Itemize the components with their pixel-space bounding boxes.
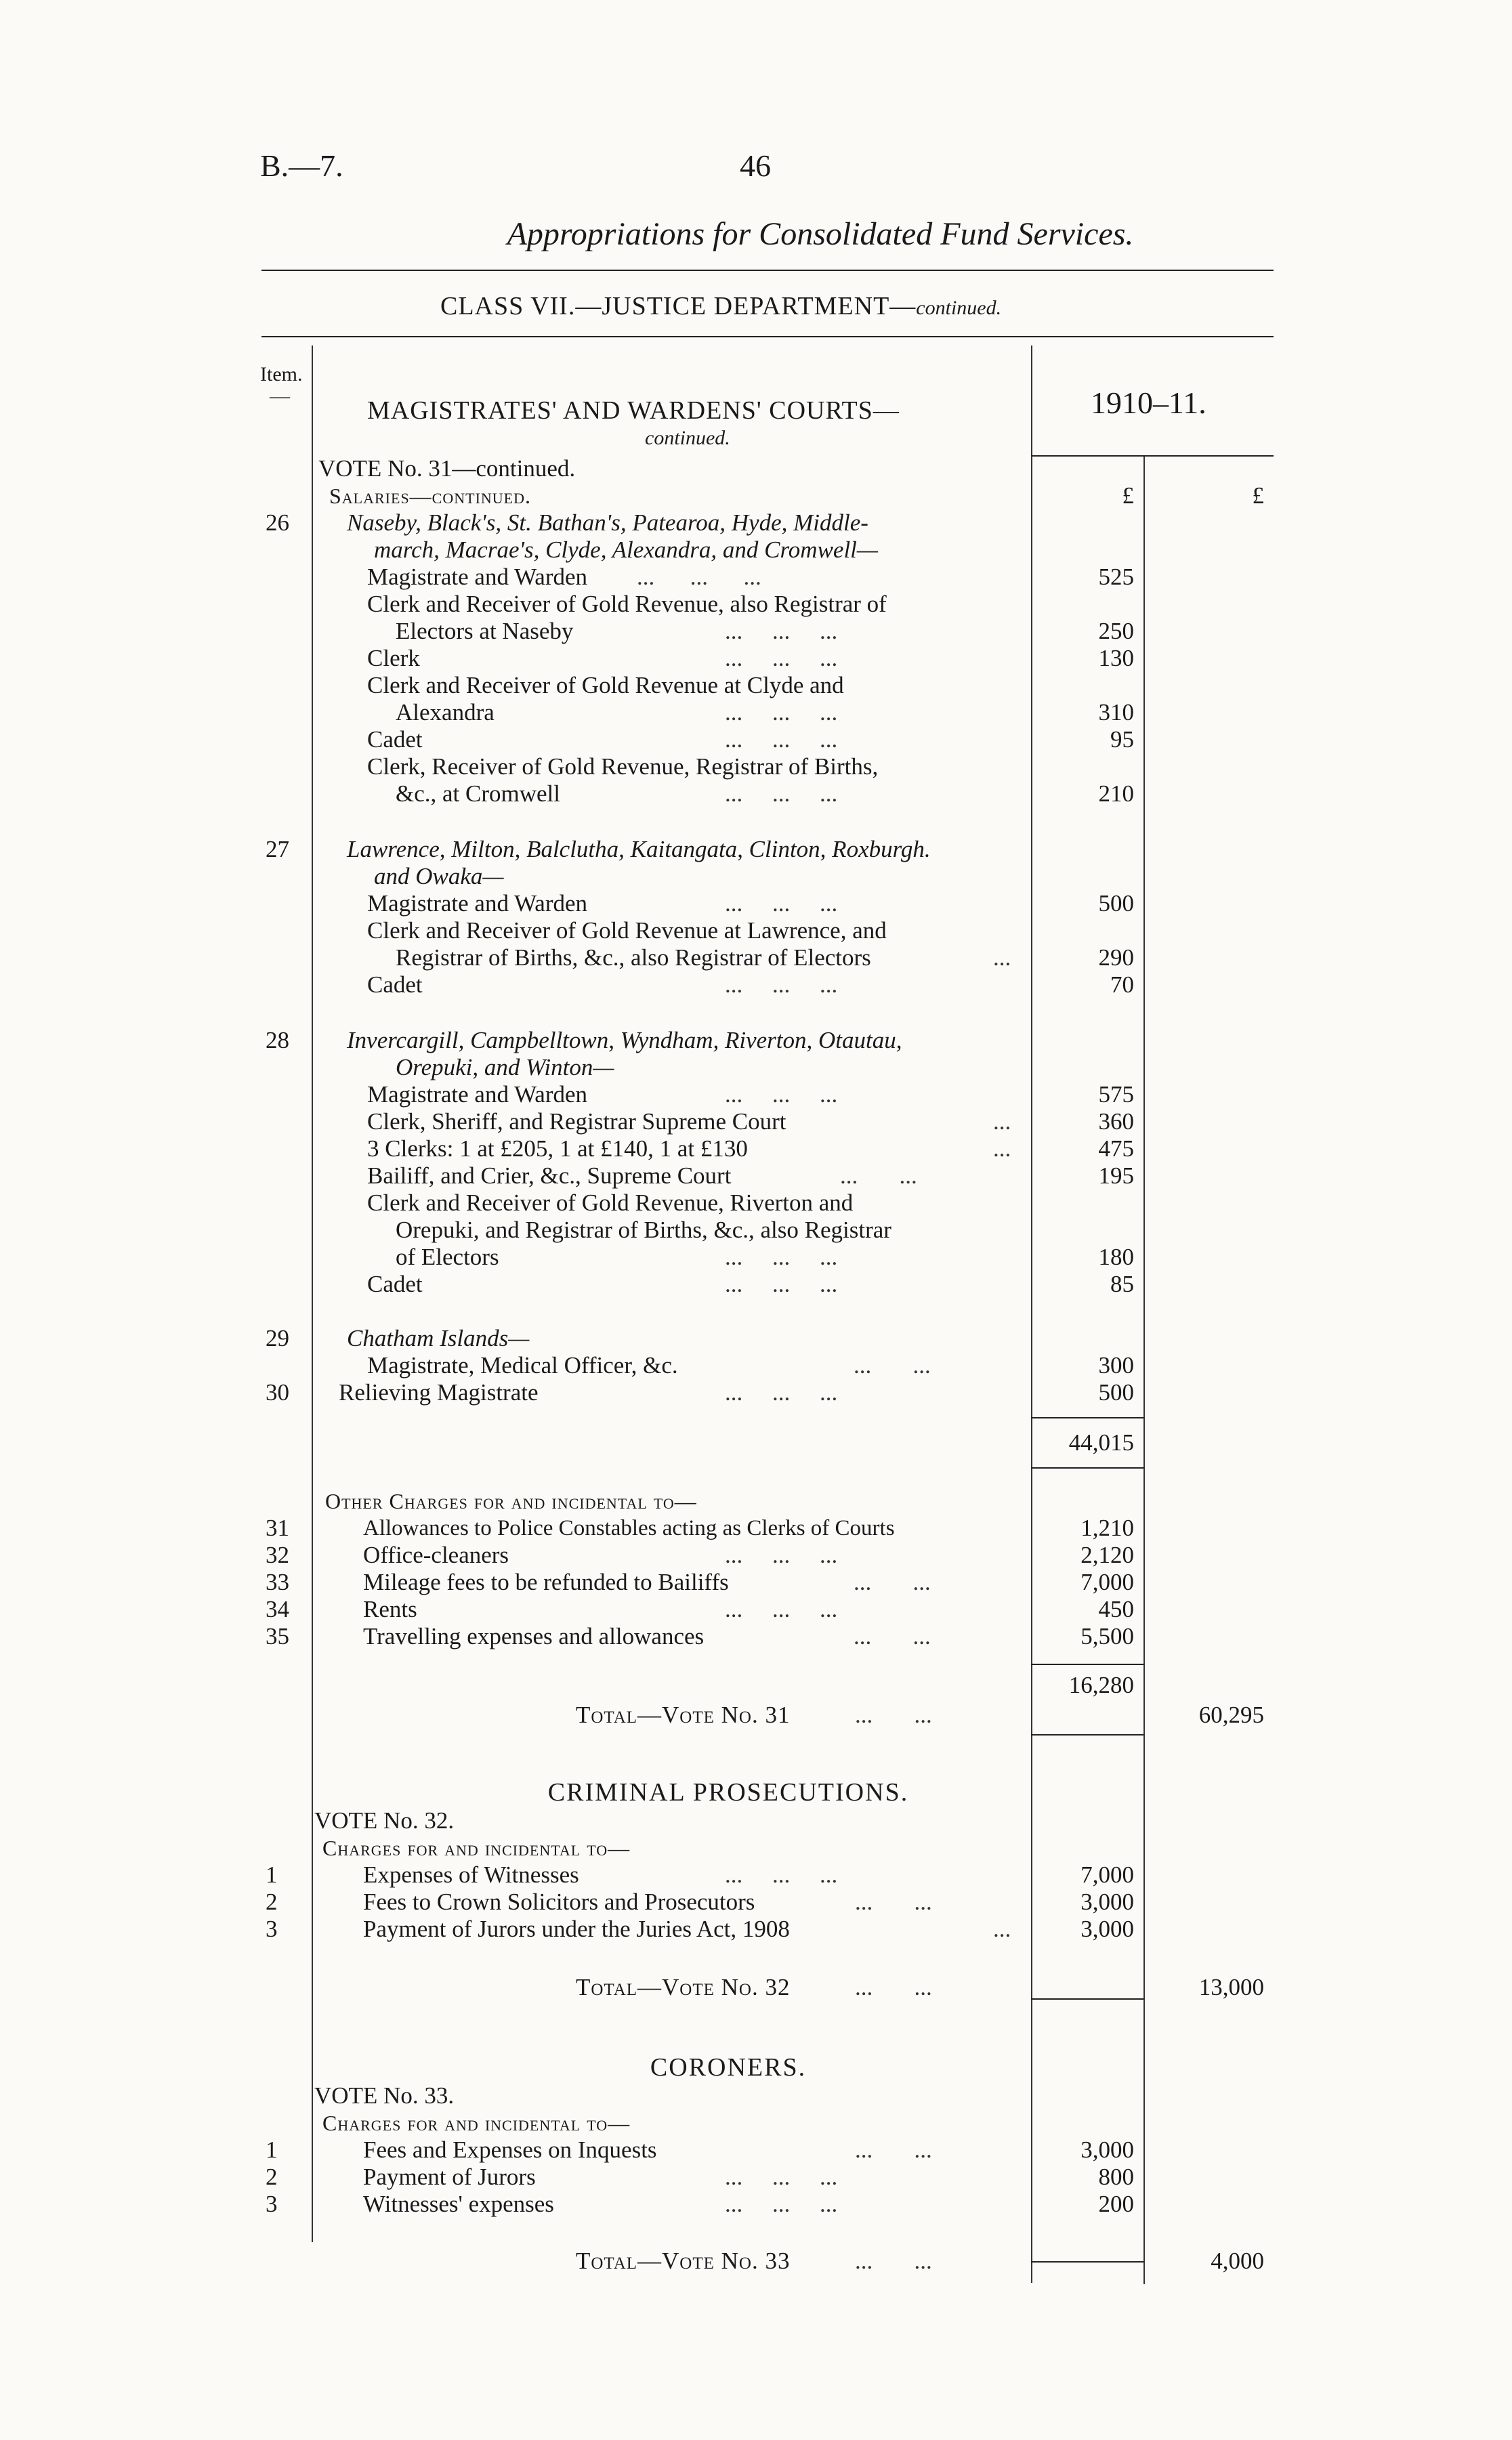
vote-32-total-label: Total—Vote No. 32 [576, 1974, 791, 2000]
subtotal-rule [1031, 1734, 1143, 1736]
line-amount: 85 [1110, 1271, 1134, 1297]
item-number: 30 [266, 1379, 289, 1406]
vote-31-heading: VOTE No. 31—continued. [318, 455, 576, 482]
subtotal-rule [1031, 1417, 1143, 1418]
item-number: 31 [266, 1515, 289, 1541]
line-label: Magistrate and Warden [367, 564, 588, 590]
line-label: Clerk and Receiver of Gold Revenue at Lawrence, and [367, 917, 887, 944]
item-number: 33 [266, 1569, 289, 1595]
line-amount: 1,210 [1080, 1515, 1134, 1541]
year-heading: 1910–11. [1091, 385, 1206, 420]
subtotal-rule [1031, 1998, 1143, 2000]
item-column-label: Item. [260, 363, 303, 385]
line-amount: 525 [1098, 564, 1134, 590]
location-heading: Orepuki, and Winton— [396, 1054, 614, 1080]
line-amount: 500 [1098, 1379, 1134, 1406]
line-label: Fees to Crown Solicitors and Prosecutors [363, 1889, 755, 1915]
page-title: Appropriations for Consolidated Fund Services. [507, 216, 1134, 252]
vote-33-total: 4,000 [1211, 2248, 1264, 2274]
location-heading: and Owaka— [374, 863, 504, 889]
other-charges-head: Other Charges for and incidental to— [325, 1489, 697, 1513]
line-label: Electors at Naseby [396, 618, 574, 644]
location-heading: Lawrence, Milton, Balclutha, Kaitangata, Clinton, Roxburgh. [347, 836, 931, 862]
item-number: 29 [266, 1325, 289, 1351]
line-amount: 95 [1110, 726, 1134, 753]
line-amount: 200 [1098, 2191, 1134, 2217]
line-amount: 3,000 [1080, 1889, 1134, 1915]
item-number: 1 [266, 2137, 278, 2163]
document-reference: B.—7. [260, 148, 343, 183]
class-line: CLASS VII.—JUSTICE DEPARTMENT—continued. [440, 292, 1002, 320]
line-amount: 180 [1098, 1244, 1134, 1270]
line-label: Rents [363, 1596, 417, 1622]
line-label: Cadet [367, 971, 423, 998]
line-label: Mileage fees to be refunded to Bailiffs [363, 1569, 729, 1595]
line-amount: 360 [1098, 1108, 1134, 1135]
line-amount: 290 [1098, 944, 1134, 971]
vote-31-total: 60,295 [1198, 1702, 1264, 1728]
line-label: Clerk, Sheriff, and Registrar Supreme Court [367, 1108, 786, 1135]
item-number: 32 [266, 1542, 289, 1568]
line-label: 3 Clerks: 1 at £205, 1 at £140, 1 at £130 [367, 1135, 748, 1162]
section-title: MAGISTRATES' AND WARDENS' COURTS— [367, 396, 900, 425]
subtotal-rule [1031, 1664, 1143, 1665]
line-amount: 2,120 [1080, 1542, 1134, 1568]
line-amount: 500 [1098, 890, 1134, 917]
item-number: 1 [266, 1861, 278, 1888]
line-label: &c., at Cromwell [396, 780, 561, 807]
line-amount: 310 [1098, 699, 1134, 725]
line-label: Magistrate and Warden [367, 890, 588, 917]
line-label: Bailiff, and Crier, &c., Supreme Court [367, 1162, 732, 1189]
coroners-heading: CORONERS. [650, 2053, 807, 2082]
salaries-subtotal: 44,015 [1068, 1429, 1134, 1456]
vote-32-charges-head: Charges for and incidental to— [322, 1836, 631, 1860]
line-label: Clerk, Receiver of Gold Revenue, Registrar of Births, [367, 753, 879, 780]
line-label: Travelling expenses and allowances [363, 1623, 705, 1649]
line-label: Registrar of Births, &c., also Registrar of Electors [396, 944, 871, 971]
page-number: 46 [740, 148, 771, 183]
line-amount: 195 [1098, 1162, 1134, 1189]
line-amount: 3,000 [1080, 1916, 1134, 1942]
line-amount: 130 [1098, 645, 1134, 671]
line-label: Clerk and Receiver of Gold Revenue at Clyde and [367, 672, 844, 698]
line-label: Clerk and Receiver of Gold Revenue, also Registrar of [367, 591, 887, 617]
line-label: Payment of Jurors [363, 2164, 536, 2190]
line-label: Expenses of Witnesses [363, 1861, 579, 1888]
vote-32-total: 13,000 [1198, 1974, 1264, 2000]
vote-33-heading: VOTE No. 33. [314, 2082, 455, 2109]
line-label: Allowances to Police Constables acting as Clerks of Courts [363, 1516, 895, 1540]
vote-33-total-label: Total—Vote No. 33 [576, 2248, 791, 2274]
line-label: Orepuki, and Registrar of Births, &c., also Registrar [396, 1217, 891, 1243]
line-amount: 450 [1098, 1596, 1134, 1622]
item-number: 27 [266, 836, 289, 862]
line-amount: 575 [1098, 1081, 1134, 1108]
location-heading: march, Macrae's, Clyde, Alexandra, and Cromwell— [374, 537, 879, 563]
vote-32-heading: VOTE No. 32. [314, 1807, 455, 1834]
item-number: 35 [266, 1623, 289, 1649]
line-amount: 210 [1098, 780, 1134, 807]
item-number: 26 [266, 509, 289, 536]
line-amount: 475 [1098, 1135, 1134, 1162]
location-heading: Naseby, Black's, St. Bathan's, Patearoa, Hyde, Middle- [347, 509, 868, 536]
criminal-prosecutions-heading: CRIMINAL PROSECUTIONS. [547, 1778, 909, 1807]
location-heading: Invercargill, Campbelltown, Wyndham, Riverton, Otautau, [347, 1027, 902, 1053]
item-number: 28 [266, 1027, 289, 1053]
other-charges-subtotal: 16,280 [1068, 1672, 1134, 1698]
vote-33-charges-head: Charges for and incidental to— [322, 2111, 631, 2135]
line-label: Cadet [367, 726, 423, 753]
section-continued: continued. [645, 427, 730, 449]
line-label: Magistrate, Medical Officer, &c. [367, 1352, 678, 1379]
line-amount: 5,500 [1080, 1623, 1134, 1649]
pound-sign: £ [1122, 482, 1134, 509]
subtotal-rule [1031, 1467, 1143, 1469]
line-label: Fees and Expenses on Inquests [363, 2137, 657, 2163]
item-number: 34 [266, 1596, 289, 1622]
item-number: 3 [266, 2191, 278, 2217]
line-label: Cadet [367, 1271, 423, 1297]
location-heading: Chatham Islands— [347, 1325, 530, 1351]
item-number: 2 [266, 1889, 278, 1915]
item-number: 3 [266, 1916, 278, 1942]
line-label: Magistrate and Warden [367, 1081, 588, 1108]
line-label: Alexandra [396, 699, 495, 725]
line-label: Witnesses' expenses [363, 2191, 554, 2217]
line-label: Clerk and Receiver of Gold Revenue, Riverton and [367, 1190, 854, 1216]
line-label: Relieving Magistrate [339, 1379, 539, 1406]
line-label: Payment of Jurors under the Juries Act, 1908 [363, 1916, 790, 1942]
title-rule [261, 270, 1274, 271]
line-label: of Electors [396, 1244, 499, 1270]
salaries-subhead: Salaries—continued. [329, 484, 531, 508]
vote-31-total-label: Total—Vote No. 31 [576, 1702, 791, 1728]
line-amount: 300 [1098, 1352, 1134, 1379]
line-amount: 800 [1098, 2164, 1134, 2190]
line-label: Clerk [367, 645, 420, 671]
line-label: Office-cleaners [363, 1542, 509, 1568]
line-amount: 70 [1110, 971, 1134, 998]
line-amount: 7,000 [1080, 1569, 1134, 1595]
pound-sign: £ [1252, 482, 1264, 509]
table-top-rule [261, 336, 1274, 337]
subtotal-rule [1031, 2261, 1143, 2263]
line-amount: 7,000 [1080, 1861, 1134, 1888]
line-amount: 3,000 [1080, 2137, 1134, 2163]
item-number: 2 [266, 2164, 278, 2190]
item-column-dash: — [270, 385, 290, 407]
line-amount: 250 [1098, 618, 1134, 644]
